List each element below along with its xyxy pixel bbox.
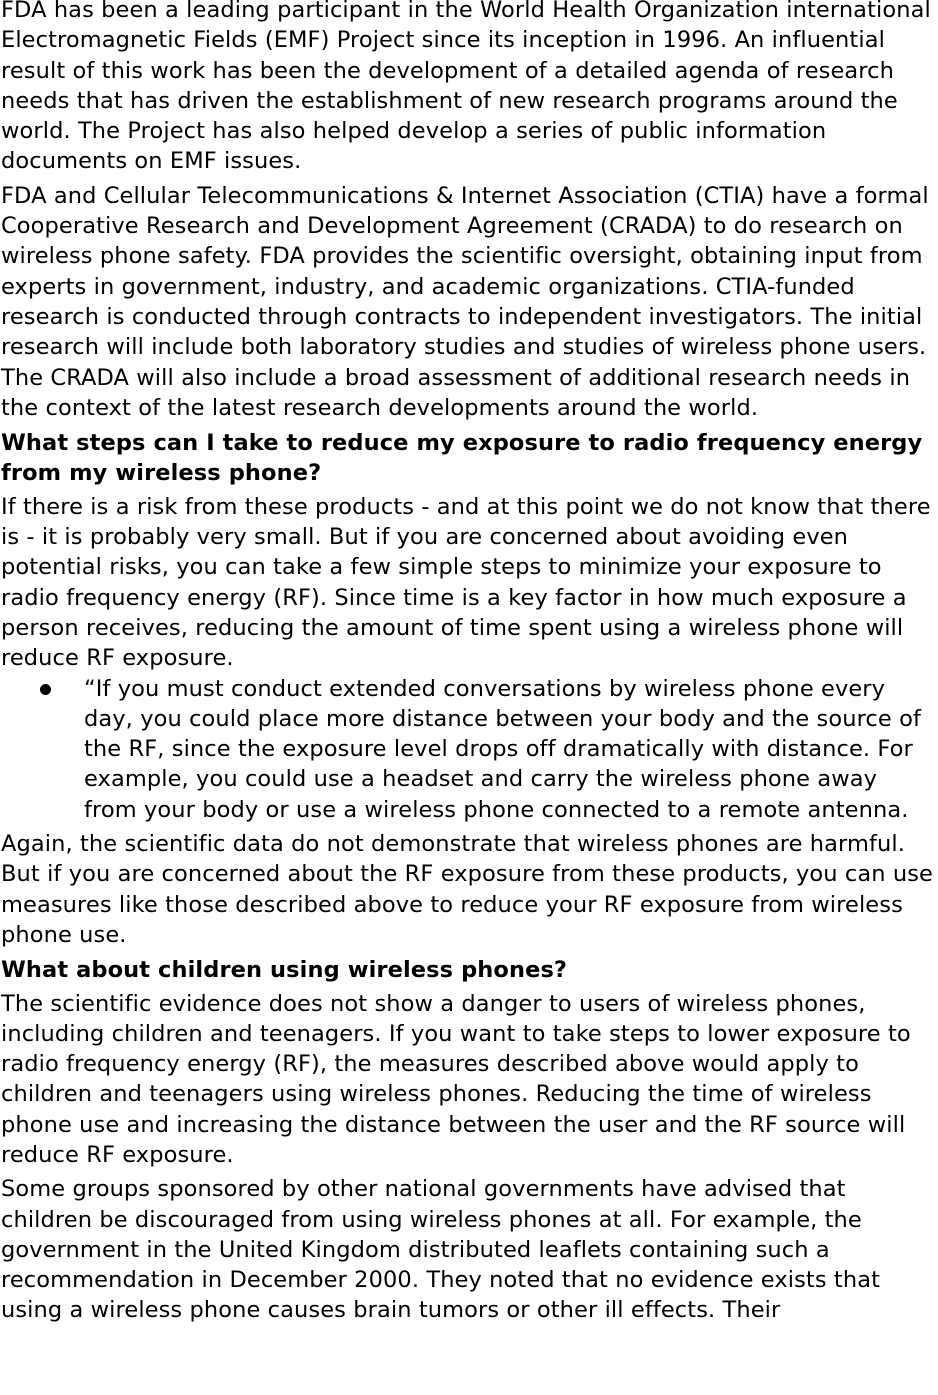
paragraph-scientific-data: Again, the scientific data do not demonstrate that wireless phones are harmful. But if you are concerned about the RF exposure from these products, you can use measures like those described above to reduce your RF exposure from wireless phone use. [1,831,933,948]
heading-children: What about children using wireless phones? [1,957,568,984]
list-item [1,674,938,825]
bullet-icon [40,684,51,695]
list-item-text: “If you must conduct extended conversations by wireless phone every day, you could place more distance between your body and the source of the RF, since the exposure level drops off dramatically with distance. For example, you could use a headset and carry the wireless phone away from your body or use a wireless phone connected to a remote antenna. [84,675,921,823]
heading-reduce-exposure: What steps can I take to reduce my exposure to radio frequency energy from my wireless phone? [1,430,923,487]
paragraph-risk-small: If there is a risk from these products - and at this point we do not know that there is - it is probably very small. But if you are concerned about avoiding even potential risks, you can take a few simple steps to minimize your exposure to radio frequency energy (RF). Since time is a key factor in how much exposure a person receives, reducing the amount of time spent using a wireless phone will reduce RF exposure. [1,493,931,672]
paragraph-children-evidence: The scientific evidence does not show a danger to users of wireless phones, including children and teenagers. If you want to take steps to lower exposure to radio frequency energy (RF), the measures described above would apply to children and teenagers using wireless phones. Reducing the time of wireless phone use and increasing the distance between the user and the RF source will reduce RF exposure. [1,990,911,1168]
document-page [1,0,938,1326]
exposure-tips-list [1,674,938,825]
paragraph-crada-research: FDA and Cellular Telecommunications & Internet Association (CTIA) have a formal Cooperative Research and Development Agreement (CRADA) to do research on wireless phone safety. FDA provides the scientific oversight, obtaining input from experts in government, industry, and academic organizations. CTIA-funded research is conducted through contracts to independent investigators. The initial research will include both laboratory studies and studies of wireless phone users. The CRADA will also include a broad assessment of additional research needs in the context of the latest research developments around the world. [1,182,929,421]
paragraph-who-emf-project: FDA has been a leading participant in the World Health Organization international Electromagnetic Fields (EMF) Project since its inception in 1996. An influential result of this work has been the development of a detailed agenda of research needs that has driven the establishment of new research programs around the world. The Project has also helped develop a series of public information documents on EMF issues. [1,0,931,175]
paragraph-national-governments: Some groups sponsored by other national governments have advised that children be discouraged from using wireless phones at all. For example, the government in the United Kingdom distributed leaflets containing such a recommendation in December 2000. They noted that no evidence exists that using a wireless phone causes brain tumors or other ill effects. Their [1,1176,880,1324]
